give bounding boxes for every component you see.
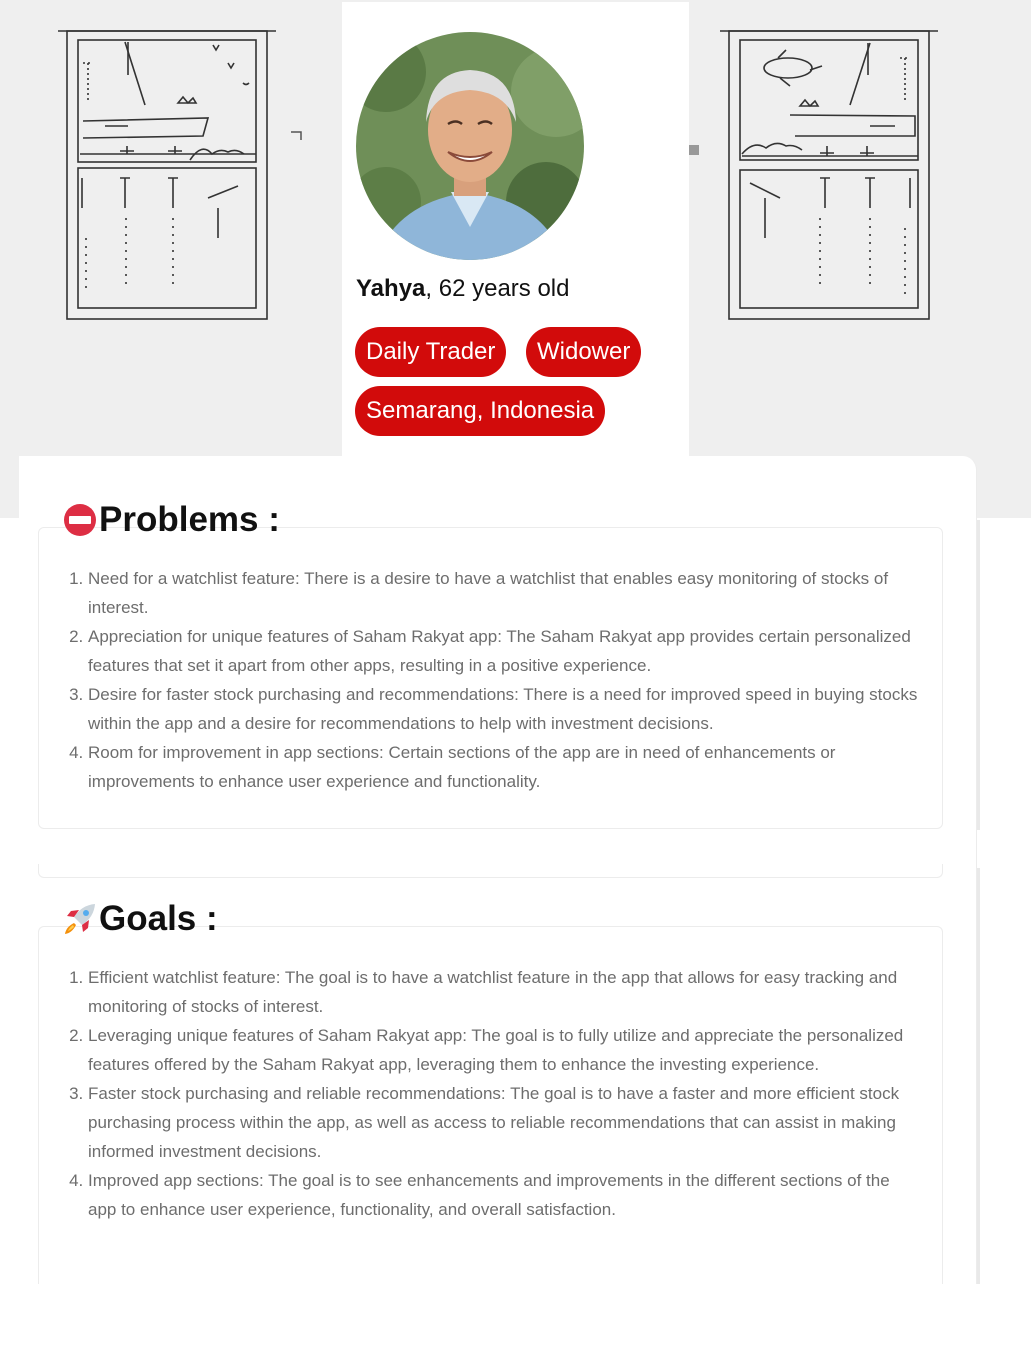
problems-box	[38, 527, 943, 829]
goals-box	[38, 926, 943, 1296]
connector-mark-left	[291, 130, 305, 142]
list-item: 3. Faster stock purchasing and reliable recommendations: The goal is to have a faster and more efficient stock purchasing process within the app, as well as access to reliable recommendations that can assist in making informed investment decisions.	[88, 1079, 920, 1166]
goals-list	[39, 927, 944, 1224]
scroll-edge	[977, 868, 980, 1284]
persona-name: Yahya	[356, 275, 426, 302]
scroll-edge	[977, 520, 980, 830]
problems-heading	[62, 500, 280, 540]
problems-list	[39, 528, 944, 796]
window-illustration-left	[58, 28, 278, 323]
tag-location: Semarang, Indonesia	[355, 386, 605, 436]
profile-card	[342, 2, 689, 460]
persona-name-age	[356, 275, 569, 303]
goals-heading	[62, 899, 218, 939]
persona-age: , 62 years old	[425, 275, 570, 302]
list-item: 2. Leveraging unique features of Saham Rakyat app: The goal is to fully utilize and appreciate the personalized features offered by the Saham Rakyat app, leveraging them to enhance the investing experience.	[88, 1021, 920, 1079]
list-item: 1. Need for a watchlist feature: There is a desire to have a watchlist that enables easy monitoring of stocks of interest.	[88, 564, 920, 622]
list-item: 1. Efficient watchlist feature: The goal is to have a watchlist feature in the app that allows for easy tracking and monitoring of stocks of interest.	[88, 963, 920, 1021]
list-item: 2. Appreciation for unique features of Saham Rakyat app: The Saham Rakyat app provides certain personalized features that set it apart from other apps, resulting in a positive experience.	[88, 622, 920, 680]
tag-daily-trader: Daily Trader	[355, 327, 506, 377]
connector-mark-right	[689, 145, 699, 155]
problems-title: Problems :	[99, 500, 280, 539]
rocket-icon	[62, 901, 98, 937]
no-entry-icon	[62, 502, 98, 538]
window-illustration-right	[720, 28, 940, 323]
page-bottom	[0, 1284, 1031, 1368]
list-item: 4. Room for improvement in app sections: Certain sections of the app are in need of enhancements or improvements to enhance user experience and functionality.	[88, 738, 920, 796]
divider	[38, 864, 943, 878]
avatar	[356, 32, 584, 260]
list-item: 3. Desire for faster stock purchasing and recommendations: There is a need for improved speed in buying stocks within the app and a desire for recommendations to help with investment decisions.	[88, 680, 920, 738]
list-item: 4. Improved app sections: The goal is to see enhancements and improvements in the different sections of the app to enhance user experience, functionality, and overall satisfaction.	[88, 1166, 920, 1224]
goals-title: Goals :	[99, 899, 218, 938]
tag-widower: Widower	[526, 327, 641, 377]
